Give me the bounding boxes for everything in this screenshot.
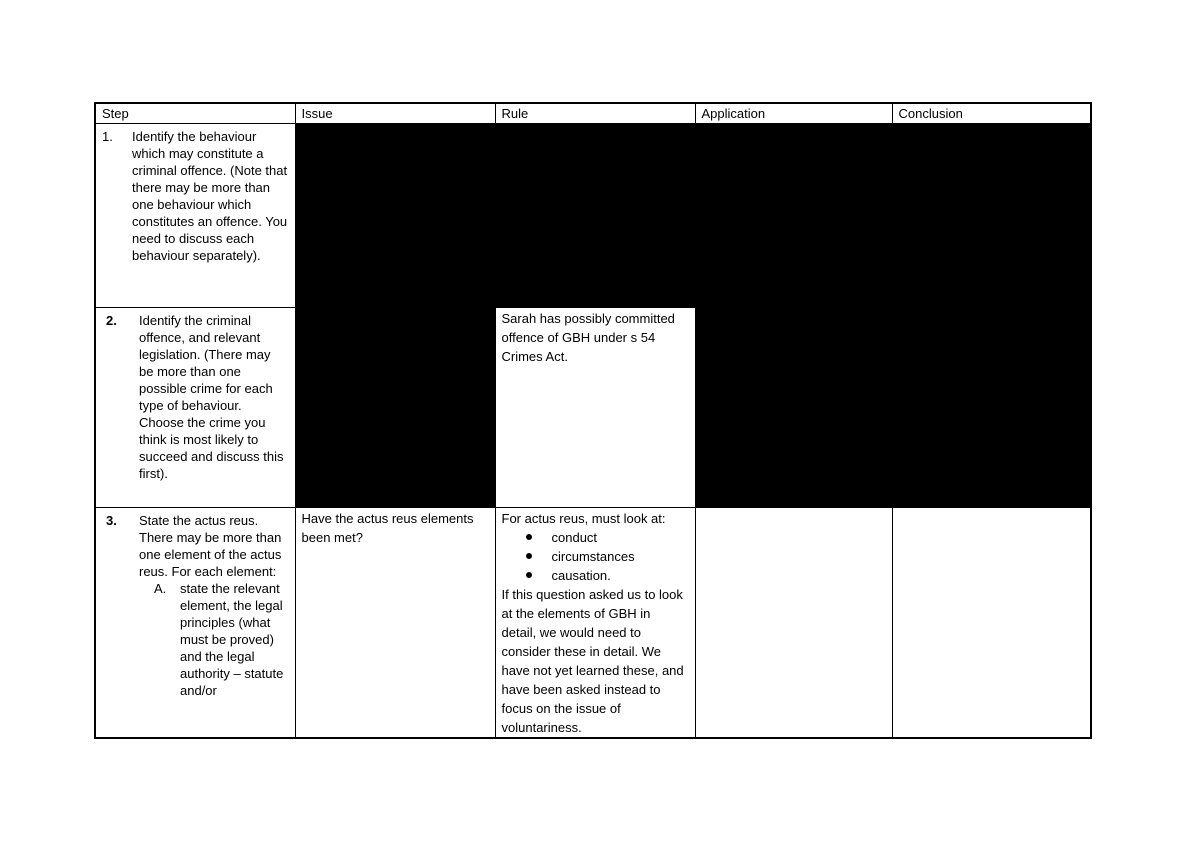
bullet-text: circumstances	[551, 549, 635, 564]
step-number: 3.	[106, 513, 117, 528]
rule-bullet-list	[502, 528, 689, 585]
redacted-cell	[295, 124, 495, 308]
redacted-cell	[695, 124, 892, 308]
list-item	[502, 528, 689, 547]
step-text: Identify the criminal offence, and relevant legislation. (There may be more than one possible crime for each type of behaviour. Choose the crime you think is most likely to succeed and discuss this first).	[139, 313, 284, 481]
step-cell-3	[95, 508, 295, 739]
table-row	[95, 124, 1091, 308]
rule-cell-2	[495, 308, 695, 508]
redacted-cell	[892, 124, 1091, 308]
rule-intro: For actus reus, must look at:	[501, 511, 666, 526]
bullet-text: conduct	[551, 530, 598, 545]
sub-step-text: state the relevant element, the legal principles (what must be proved) and the legal authority – statute and/or	[180, 581, 284, 698]
table-row	[95, 308, 1091, 508]
step-text: Identify the behaviour which may constitute a criminal offence. (Note that there may be more than one behaviour which constitutes an offence. You need to discuss each behaviour separately).	[132, 129, 288, 263]
header-step: Step	[95, 103, 295, 124]
step-text: State the actus reus. There may be more than one element of the actus reus. For each element:	[139, 513, 282, 579]
step-number: 2.	[106, 313, 117, 328]
issue-cell-3	[295, 508, 495, 739]
rule-text: Sarah has possibly committed offence of GBH under s 54 Crimes Act.	[501, 311, 675, 364]
bullet-icon	[502, 528, 552, 547]
issue-text: Have the actus reus elements been met?	[301, 511, 474, 545]
bullet-icon	[502, 566, 552, 585]
table-row	[95, 508, 1091, 739]
application-cell-3	[695, 508, 892, 739]
bullet-text: causation.	[551, 568, 611, 583]
header-conclusion: Conclusion	[892, 103, 1091, 124]
header-issue: Issue	[295, 103, 495, 124]
sub-step-letter: A.	[154, 581, 167, 596]
conclusion-cell-3	[892, 508, 1091, 739]
redacted-cell	[295, 308, 495, 508]
redacted-cell	[695, 308, 892, 508]
header-rule: Rule	[495, 103, 695, 124]
header-application: Application	[695, 103, 892, 124]
list-item	[502, 566, 689, 585]
bullet-icon	[502, 547, 552, 566]
header-row	[95, 103, 1091, 124]
step-number: 1.	[102, 129, 113, 144]
step-cell-2	[95, 308, 295, 508]
redacted-cell	[892, 308, 1091, 508]
redacted-cell	[495, 124, 695, 308]
list-item	[502, 547, 689, 566]
rule-text: If this question asked us to look at the elements of GBH in detail, we would need to consider these in detail. We have not yet learned these, and have been asked instead to focus on the issue of voluntariness.	[501, 587, 684, 735]
irac-table	[94, 102, 1092, 739]
step-cell-1	[95, 124, 295, 308]
rule-cell-3	[495, 508, 695, 739]
